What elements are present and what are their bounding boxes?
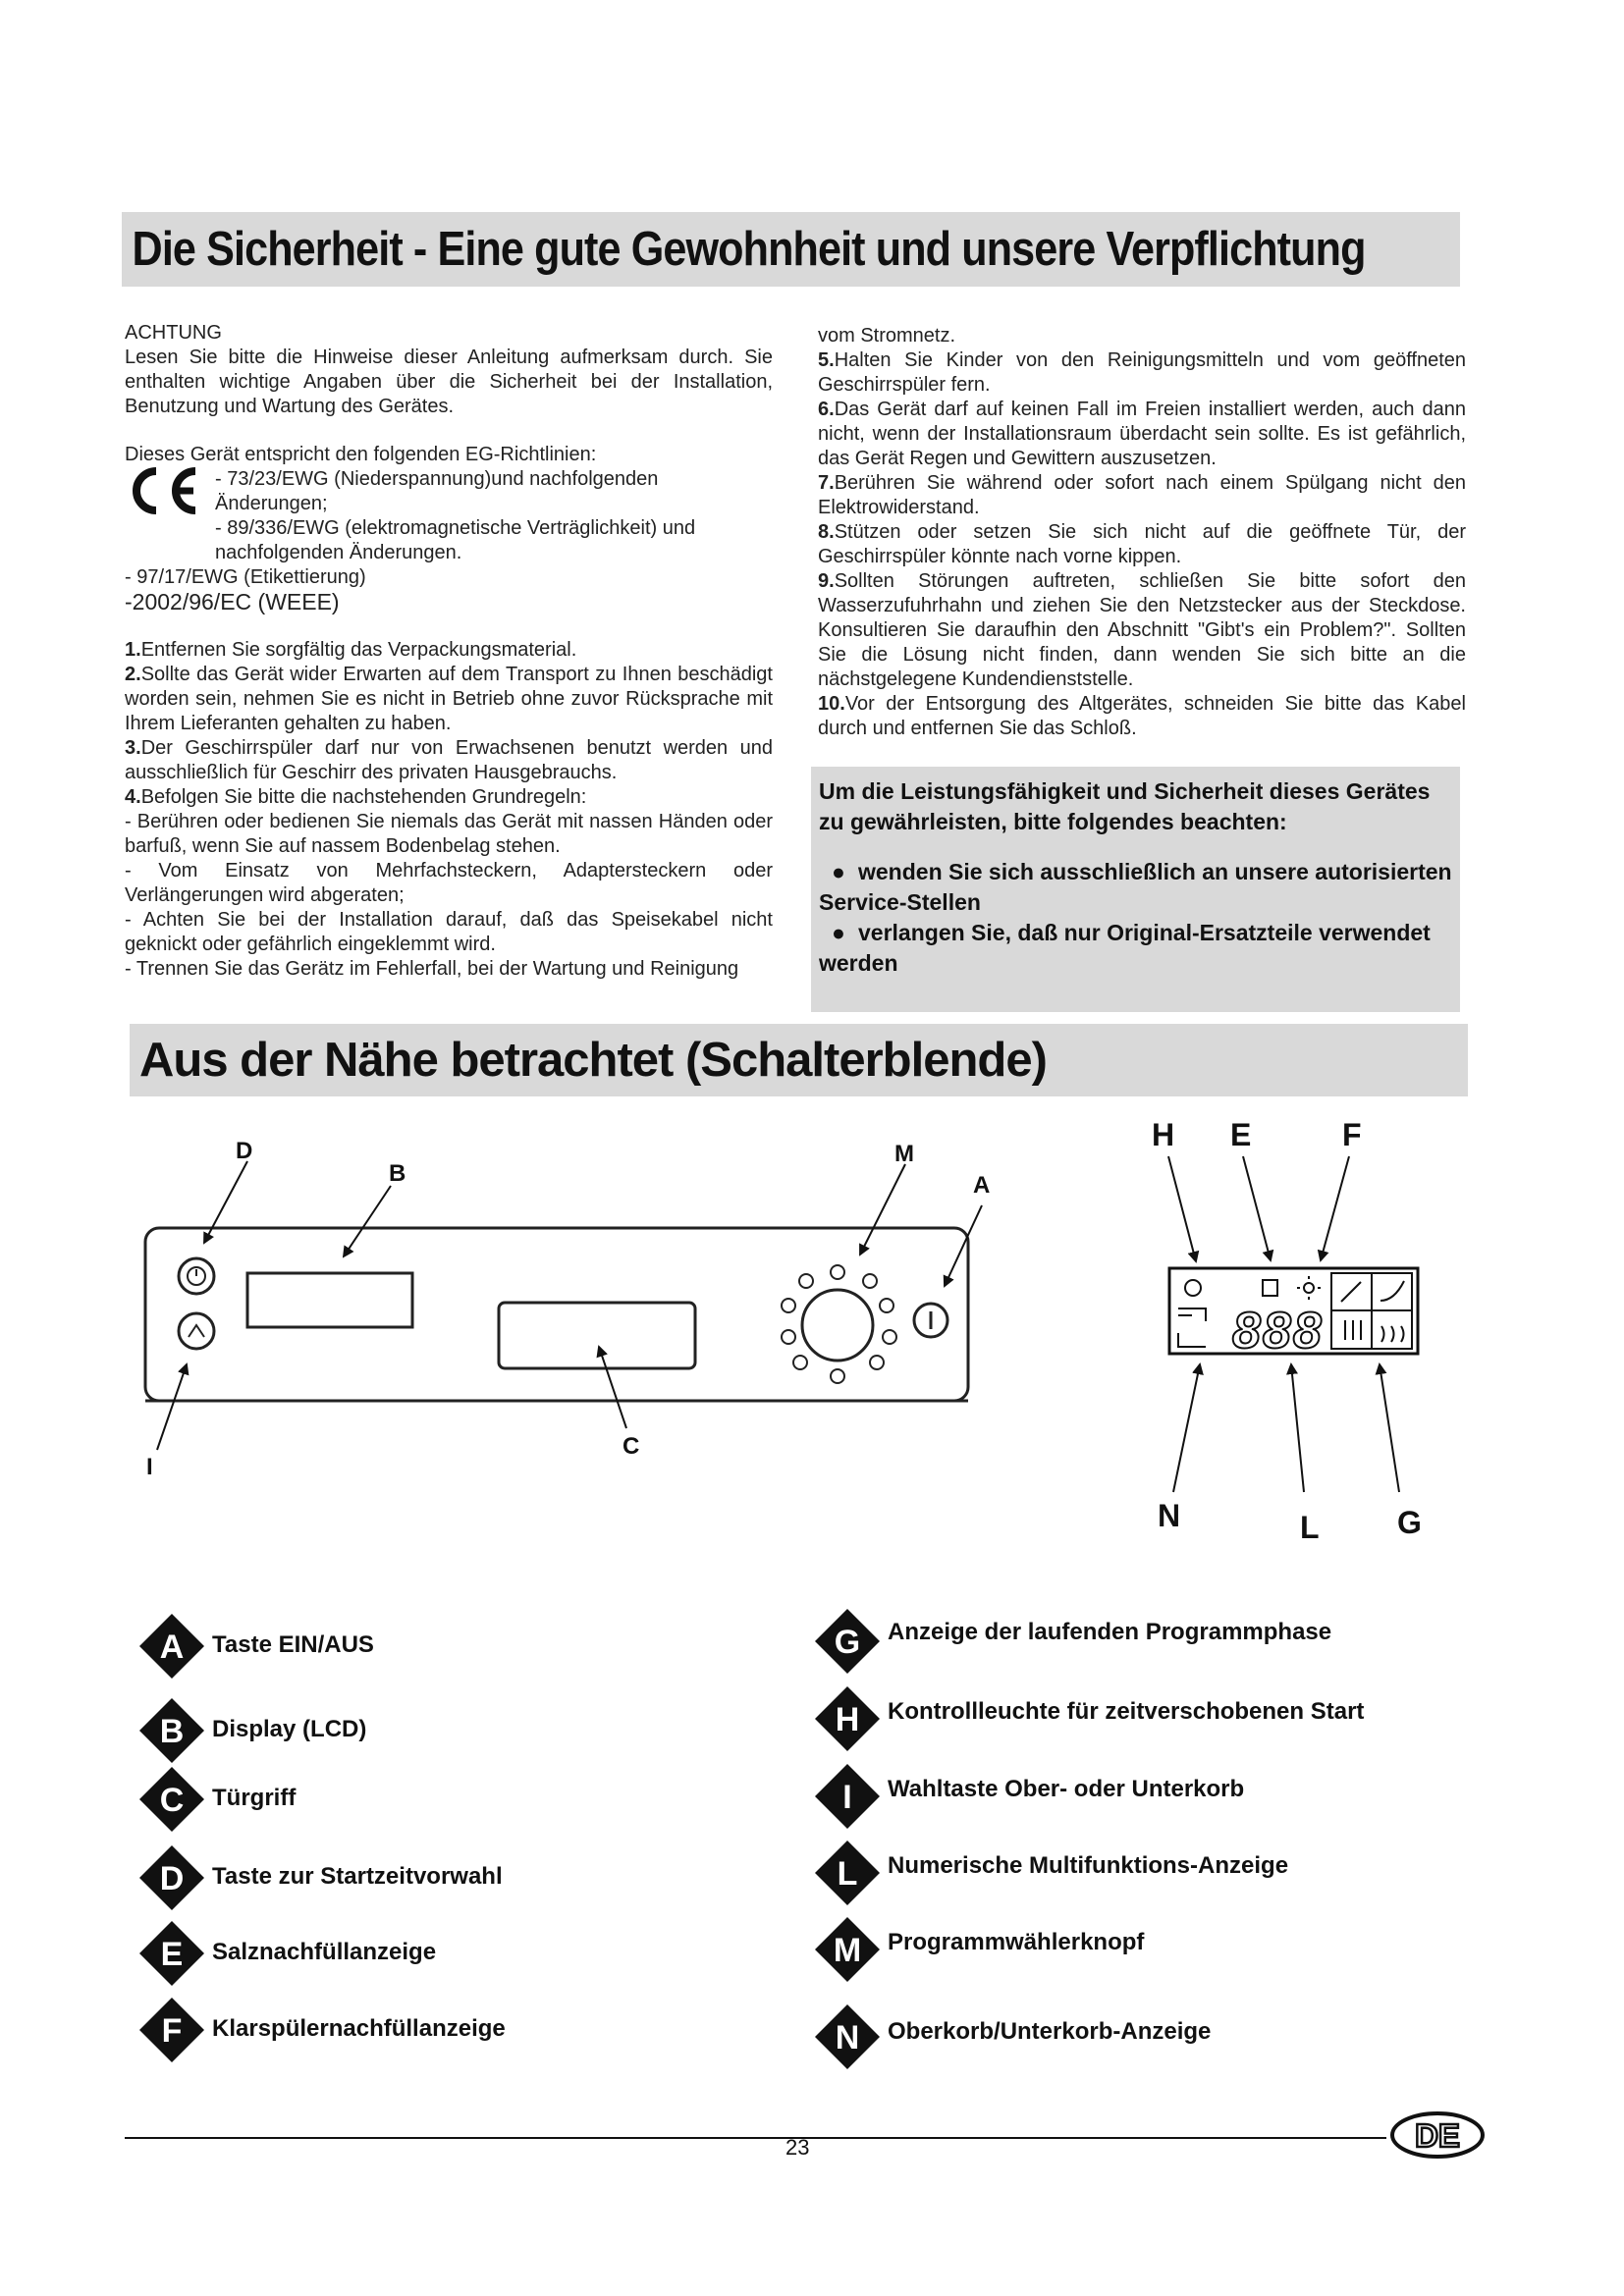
salt-indicator-icon [1263,1280,1277,1296]
letter-l-badge-icon [813,1839,882,1907]
label-a: A [973,1172,991,1199]
label-m: M [894,1141,914,1167]
bullet-dot-icon: ● [832,920,845,945]
letter-d-badge-icon [137,1843,206,1912]
label-d: D [236,1138,253,1164]
letter-b-badge-icon [137,1696,206,1765]
letter-h-badge-icon [813,1684,882,1753]
directive-1: - 73/23/EWG (Niederspannung)und nachfolgenden Änderungen; [215,468,659,514]
safety-item-9: 9.Sollten Störungen auftreten, schließen Sie bitte sofort den Wasserzufuhrhahn und ziehen Sie den Netzstecker aus der Steckdose. Konsultieren Sie daraufhin den Abschnitt "Gibt's ein Problem?". Sollten Sie die Lösung nicht finden, dann wenden Sie sich bitte an die nächstgelegene Kundendienststelle. [818,570,1466,690]
svg-text:I: I [842,1779,852,1816]
advice-bullet-1: ● wenden Sie sich ausschließlich an unsere autorisierten Service-Stellen [819,859,1452,915]
label-f: F [1342,1117,1362,1152]
basic-rule-1: - Berühren oder bedienen Sie niemals das Gerät mit nassen Händen oder barfuß, wenn Sie auf nassem Bodenbelag stehen. [125,811,773,857]
door-handle-outline [499,1303,695,1368]
letter-e-badge-icon [137,1919,206,1988]
power-button-icon [914,1304,947,1337]
language-badge [1389,2110,1486,2160]
section-title-safety: Die Sicherheit - Eine gute Gewohnheit und unsere Verpflichtung [132,223,1366,276]
svg-text:C: C [159,1782,185,1819]
program-knob-icon [782,1265,896,1383]
svg-text:N: N [835,2019,860,2056]
basic-rule-2: - Vom Einsatz von Mehrfachsteckern, Adaptersteckern oder Verlängerungen wird abgeraten; [125,860,773,906]
label-g: G [1397,1505,1422,1540]
svg-text:H: H [835,1701,860,1738]
letter-c-badge-icon [137,1765,206,1834]
label-e: E [1230,1117,1252,1152]
safety-item-2: 2.Sollte das Gerät wider Erwarten auf dem Transport zu Ihnen beschädigt worden sein, nehmen Sie es nicht in Betrieb ohne zuvor Rücksprache mit Ihrem Lieferanten gehalten zu haben. [125,664,773,734]
safety-item-7: 7.Berühren Sie während oder sofort nach einem Spülgang nicht den Elektrowiderstand. [818,472,1466,518]
svg-text:D: D [159,1860,185,1897]
svg-text:M: M [833,1932,862,1969]
section-title-control-panel: Aus der Nähe betrachtet (Schalterblende) [139,1034,1047,1087]
delay-start-button-icon [179,1258,214,1294]
safety-item-8: 8.Stützen oder setzen Sie sich nicht auf die geöffnete Tür, der Geschirrspüler könnte nach vorne kippen. [818,521,1466,567]
basic-rule-3: - Achten Sie bei der Installation darauf, daß das Speisekabel nicht geknickt oder gefährlich eingeklemmt wird. [125,909,773,955]
lcd-display-outline [247,1273,412,1327]
svg-text:G: G [834,1624,861,1661]
basket-select-button-icon [179,1313,214,1349]
label-l: L [1300,1510,1320,1545]
label-n: N [1158,1498,1181,1533]
safety-item-1: 1.Entfernen Sie sorgfältig das Verpackungsmaterial. [125,639,577,661]
basket-indicator-icon [1178,1308,1206,1347]
safety-item-5: 5.Halten Sie Kinder von den Reinigungsmitteln und vom geöffneten Geschirrspüler fern. [818,349,1466,396]
label-c: C [623,1433,640,1460]
panel-leader-lines [157,1161,982,1450]
digit-readout: 888 [1232,1303,1324,1360]
letter-n-badge-icon [813,2002,882,2071]
letter-m-badge-icon [813,1915,882,1984]
bullet-dot-icon: ● [832,859,845,884]
basic-rule-4: - Trennen Sie das Gerätz im Fehlerfall, bei der Wartung und Reinigung [125,958,739,980]
svg-text:F: F [161,2012,183,2050]
safety-item-10: 10.Vor der Entsorgung des Altgerätes, schneiden Sie bitte das Kabel durch und entfernen Sie das Schloß. [818,693,1466,739]
safety-item-4: 4.Befolgen Sie bitte die nachstehenden Grundregeln: [125,786,587,808]
footer-rule [125,2137,1386,2139]
rinse-aid-indicator-icon [1297,1276,1321,1300]
timer-indicator-icon [1185,1280,1201,1296]
label-b: B [389,1160,406,1187]
directive-3: - 97/17/EWG (Etikettierung) [125,566,366,588]
svg-text:E: E [160,1936,184,1973]
label-i: I [146,1454,153,1480]
safety-item-3: 3.Der Geschirrspüler darf nur von Erwachsenen benutzt werden und ausschließlich für Geschirr des privaten Hausgebrauchs. [125,737,773,783]
svg-text:A: A [159,1629,185,1666]
label-h: H [1152,1117,1175,1152]
svg-text:L: L [837,1855,858,1893]
directives-intro: Dieses Gerät entspricht den folgenden EG-Richtlinien: [125,444,597,465]
directive-4: -2002/96/EC (WEEE) [125,589,340,614]
advice-bullet-2: ● verlangen Sie, daß nur Original-Ersatzteile verwendet werden [819,920,1431,976]
letter-a-badge-icon [137,1612,206,1681]
attention-label: ACHTUNG [125,322,222,344]
directive-2: - 89/336/EWG (elektromagnetische Verträglichkeit) und nachfolgenden Änderungen. [215,517,696,563]
advice-heading: Um die Leistungsfähigkeit und Sicherheit dieses Gerätes zu gewährleisten, bitte folgendes beachten: [819,778,1431,834]
intro-paragraph: Lesen Sie bitte die Hinweise dieser Anleitung aufmerksam durch. Sie enthalten wichtige Angaben über die Sicherheit bei der Installation, Benutzung und Wartung des Gerätes. [125,347,773,417]
letter-f-badge-icon [137,1996,206,2064]
svg-text:B: B [159,1713,185,1750]
letter-g-badge-icon [813,1607,882,1676]
continuation-text: vom Stromnetz. [818,325,956,347]
page-number: 23 [785,2135,810,2160]
letter-i-badge-icon [813,1762,882,1831]
language-code: DE [1415,2117,1460,2154]
safety-item-6: 6.Das Gerät darf auf keinen Fall im Freien installiert werden, auch dann nicht, wenn der Installationsraum überdacht sein sollte. Es ist gefährlich, das Gerät Regen und Gewittern auszusetzen. [818,399,1466,469]
